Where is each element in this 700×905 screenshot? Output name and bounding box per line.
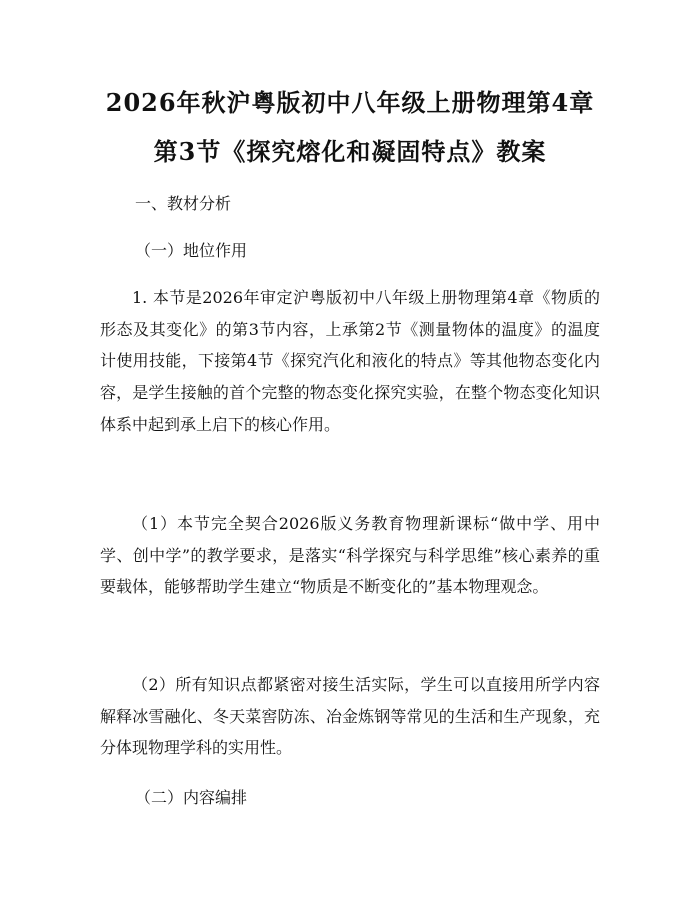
document-title-line-1: 2026年秋沪粤版初中八年级上册物理第4章 bbox=[105, 88, 595, 117]
paragraph-curriculum-standard: （1）本节完全契合2026版义务教育物理新课标“做中学、用中学、创中学”的教学要求，是落实“科学探究与科学思维”核心素养的重要载体，能够帮助学生建立“物质是不断变化的”基本物理观念。 bbox=[100, 514, 600, 597]
document-title-line-2: 第3节《探究熔化和凝固特点》教案 bbox=[153, 137, 547, 166]
paragraph-real-life-connection: （2）所有知识点都紧密对接生活实际，学生可以直接用所学内容解释冰雪融化、冬天菜窖防冻、冶金炼钢等常见的生活和生产现象，充分体现物理学科的实用性。 bbox=[100, 675, 600, 758]
subsection-heading-content-arrangement: （二）内容编排 bbox=[135, 788, 248, 807]
paragraph-position-overview: 1. 本节是2026年审定沪粤版初中八年级上册物理第4章《物质的形态及其变化》的第3节内容，上承第2节《测量物体的温度》的温度计使用技能，下接第4节《探究汽化和液化的特点》等其他物态变化内容，是学生接触的首个完整的物态变化探究实验，在整个物态变化知识体系中起到承上启下的核心作用。 bbox=[100, 288, 600, 434]
section-heading-textbook-analysis: 一、教材分析 bbox=[135, 194, 232, 213]
subsection-heading-position-role: （一）地位作用 bbox=[135, 241, 248, 260]
